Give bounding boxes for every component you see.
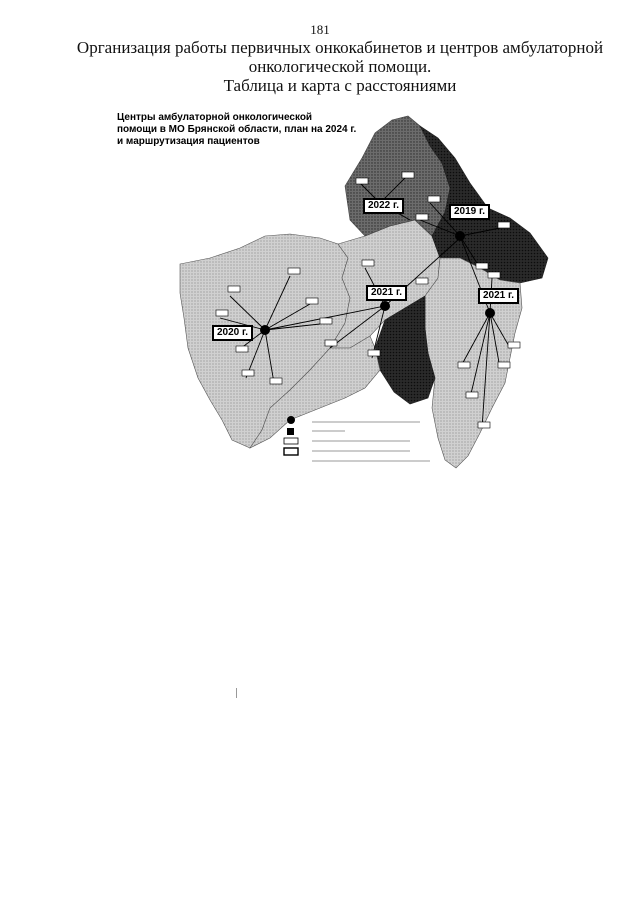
- hub-west: [260, 325, 270, 335]
- year-label-2021-southeast: 2021 г.: [478, 288, 519, 304]
- year-label-2021-central: 2021 г.: [366, 285, 407, 301]
- district-west: [180, 234, 350, 448]
- map-caption-line-1: Центры амбулаторной онкологической: [117, 112, 313, 123]
- title-line-3: Таблица и карта с расстояниями: [223, 76, 457, 95]
- title-line-1: Организация работы первичных онкокабинетов и центров амбулаторной: [76, 38, 604, 57]
- hub-southeast: [485, 308, 495, 318]
- stray-mark: [236, 688, 237, 698]
- hub-northeast: [455, 231, 465, 241]
- district-north: [345, 116, 450, 236]
- map-caption-line-3: и маршрутизация пациентов: [117, 136, 260, 147]
- page-title: [60, 38, 620, 95]
- title-line-2: онкологической помощи.: [248, 57, 432, 76]
- region-map: [170, 108, 570, 480]
- year-label-2022: 2022 г.: [363, 198, 404, 214]
- map-caption-line-2: помощи в МО Брянской области, план на 2024 г.: [117, 124, 357, 135]
- legend: [284, 416, 430, 461]
- page-number: 181: [310, 22, 330, 37]
- hub-central: [380, 301, 390, 311]
- year-label-2019: 2019 г.: [449, 204, 490, 220]
- year-label-2020: 2020 г.: [212, 325, 253, 341]
